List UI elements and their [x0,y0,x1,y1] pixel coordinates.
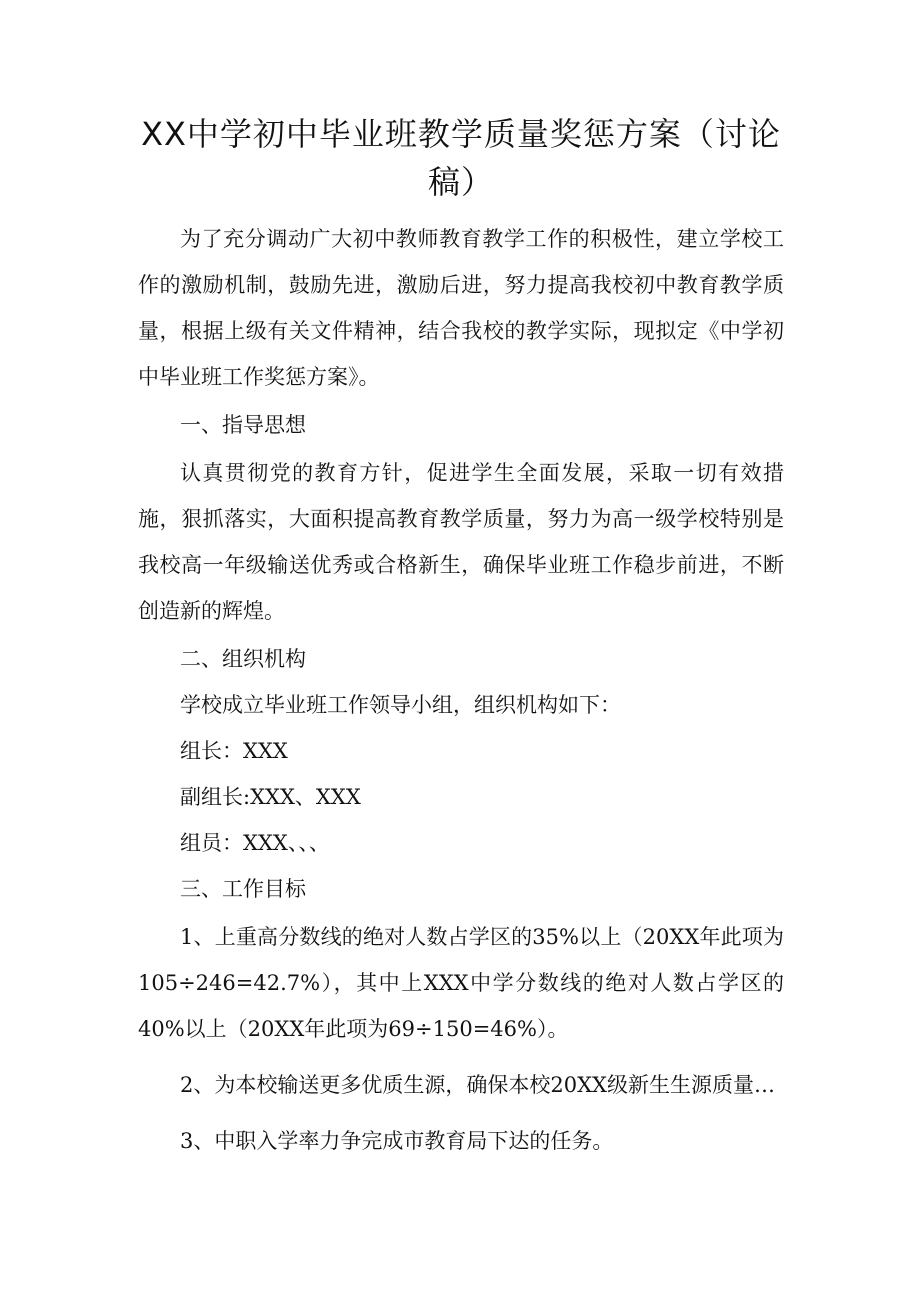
document-body [138,216,784,1164]
organization-intro: 学校成立毕业班工作领导小组，组织机构如下： [180,693,621,717]
goal-item-2: 2、为本校输送更多优质生源，确保本校20XX级新生生源质量… [180,1073,775,1097]
members-line: 组员：XXX、、、 [180,831,330,855]
deputy-leader-line: 副组长:XXX、XXX [180,785,361,809]
section-heading-work-goals: 三、工作目标 [180,877,306,901]
document-title: XX中学初中毕业班教学质量奖惩方案（讨论稿） [141,115,781,201]
leader-line: 组长：XXX [180,739,288,763]
section-heading-guiding-ideology: 一、指导思想 [180,413,306,437]
guiding-ideology-paragraph: 认真贯彻党的教育方针，促进学生全面发展，采取一切有效措施，狠抓落实，大面积提高教育教学质量，努力为高一级学校特别是我校高一年级输送优秀或合格新生，确保毕业班工作稳步前进，不断创造新的辉煌。 [138,461,784,623]
goal-item-3: 3、中职入学率力争完成市教育局下达的任务。 [180,1129,614,1153]
goal-item-1: 1、上重高分数线的绝对人数占学区的35%以上（20XX年此项为105÷246=42.7%），其中上XXX中学分数线的绝对人数占学区的40%以上（20XX年此项为69÷150=46%）。 [138,925,784,1041]
section-heading-organization: 二、组织机构 [180,647,306,671]
document-page [138,110,784,1164]
intro-paragraph: 为了充分调动广大初中教师教育教学工作的积极性，建立学校工作的激励机制，鼓励先进，激励后进，努力提高我校初中教育教学质量，根据上级有关文件精神，结合我校的教学实际，现拟定《中学初中毕业班工作奖惩方案》。 [138,227,784,389]
